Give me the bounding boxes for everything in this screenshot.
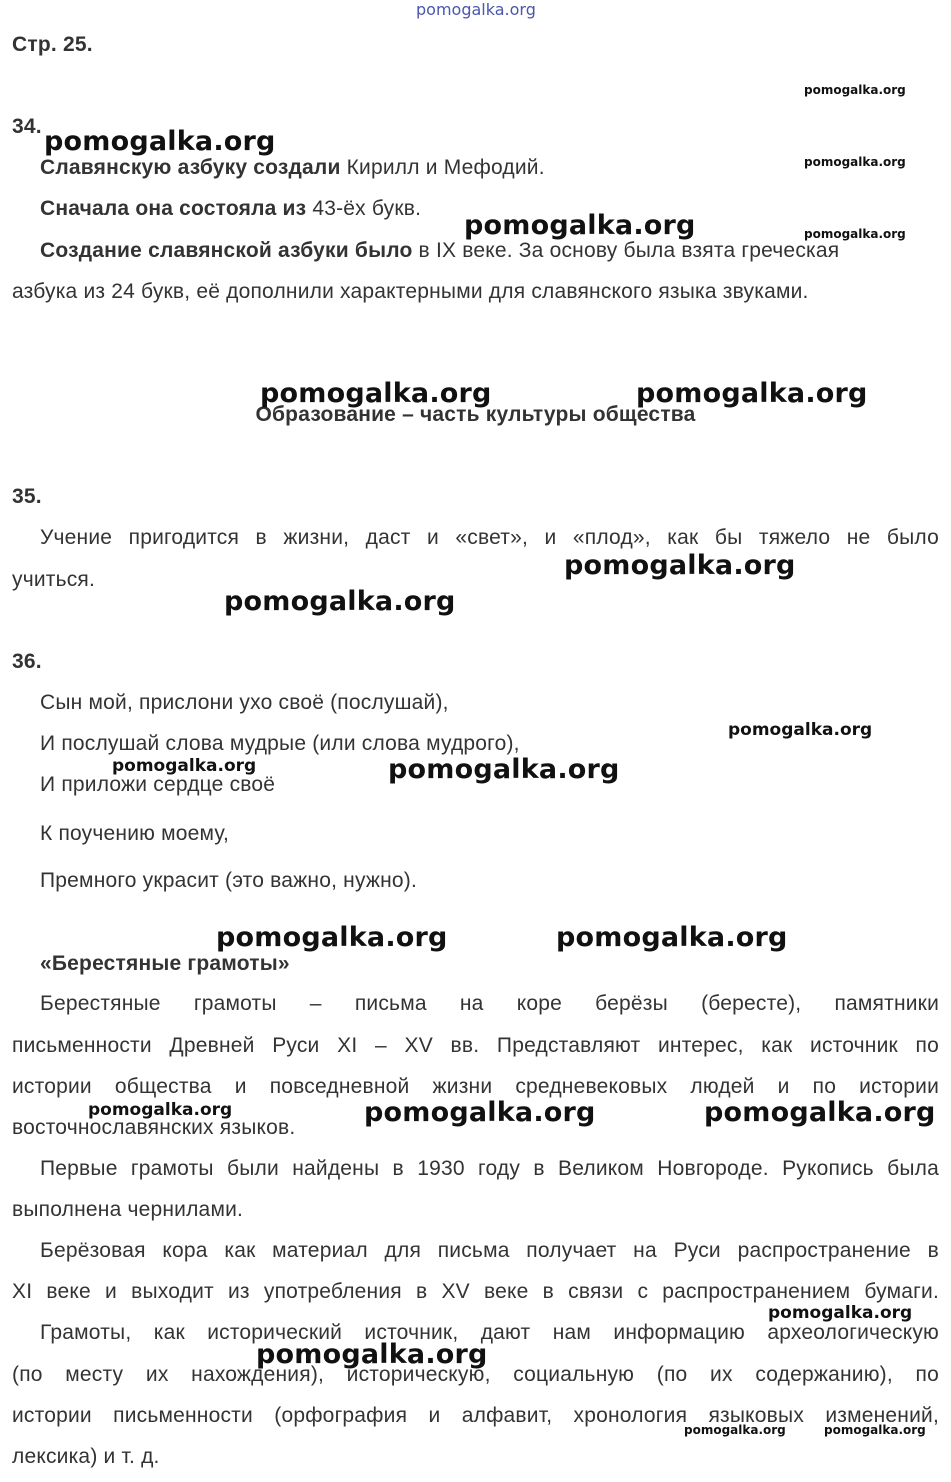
watermark: pomogalka.org <box>464 210 696 241</box>
poem-line: К поучению моему, <box>40 822 230 845</box>
watermark: pomogalka.org <box>684 1423 786 1437</box>
site-banner[interactable]: pomogalka.org <box>416 0 536 19</box>
watermark: pomogalka.org <box>388 754 620 785</box>
poem-line: Премного украсит (это важно, нужно). <box>40 869 418 892</box>
watermark: pomogalka.org <box>260 378 492 409</box>
q34-line-4: азбука из 24 букв, её дополнили характерными для славянского языка звуками. <box>12 280 809 303</box>
watermark: pomogalka.org <box>728 720 873 740</box>
watermark: pomogalka.org <box>804 155 906 169</box>
birch-line: письменности Древней Руси XI – XV вв. Представляют интерес, как источник по <box>12 1034 939 1057</box>
q35-line-1: Учение пригодится в жизни, даст и «свет», и «плод», как бы тяжело не было <box>40 526 939 549</box>
birch-line: истории письменности (орфография и алфавит, хронология языковых изменений, <box>12 1404 939 1427</box>
birch-line: восточнославянских языков. <box>12 1116 296 1139</box>
watermark: pomogalka.org <box>224 586 456 617</box>
birch-title: «Берестяные грамоты» <box>40 952 290 975</box>
watermark: pomogalka.org <box>768 1303 913 1323</box>
watermark: pomogalka.org <box>556 922 788 953</box>
q34-line-2-bold: Сначала она состояла из <box>40 197 307 220</box>
watermark: pomogalka.org <box>804 83 906 97</box>
watermark: pomogalka.org <box>88 1100 233 1120</box>
question-number-34: 34. <box>12 115 42 138</box>
watermark: pomogalka.org <box>804 227 906 241</box>
section-title: Образование – часть культуры общества <box>255 403 696 426</box>
poem-line: И послушай слова мудрые (или слова мудрого), <box>40 732 520 755</box>
birch-line: XI веке и выходит из употребления в XV веке в связи с распространением бумаги. <box>12 1280 939 1303</box>
q34-line-2-rest: 43-ёх букв. <box>306 197 422 220</box>
poem-line: И приложи сердце своё <box>40 773 276 796</box>
birch-line: (по месту их нахождения), историческую, социальную (по их содержанию), по <box>12 1363 939 1386</box>
watermark: pomogalka.org <box>824 1423 926 1437</box>
question-number-35: 35. <box>12 485 42 508</box>
page-label: Стр. 25. <box>12 33 93 56</box>
birch-line: выполнена чернилами. <box>12 1198 244 1221</box>
watermark: pomogalka.org <box>364 1097 596 1128</box>
watermark: pomogalka.org <box>704 1097 936 1128</box>
question-number-36: 36. <box>12 650 42 673</box>
birch-line: истории общества и повседневной жизни средневековых людей и по истории <box>12 1075 939 1098</box>
birch-line: лексика) и т. д. <box>12 1445 160 1468</box>
q34-line-3-bold: Создание славянской азбуки было <box>40 239 413 262</box>
watermark: pomogalka.org <box>636 378 868 409</box>
birch-line: Берёзовая кора как материал для письма получает на Руси распространение в <box>40 1239 939 1262</box>
birch-line: Первые грамоты были найдены в 1930 году в Великом Новгороде. Рукопись была <box>40 1157 939 1180</box>
birch-line: Берестяные грамоты – письма на коре берёзы (бересте), памятники <box>40 992 939 1015</box>
poem-line: Сын мой, прислони ухо своё (послушай), <box>40 691 449 714</box>
q35-line-2: учиться. <box>12 568 96 591</box>
watermark: pomogalka.org <box>216 922 448 953</box>
watermark: pomogalka.org <box>256 1339 488 1370</box>
birch-line: Грамоты, как исторический источник, дают нам информацию археологическую <box>40 1321 939 1344</box>
q34-line-1-rest: Кирилл и Мефодий. <box>340 156 545 179</box>
q34-line-3 <box>40 237 939 265</box>
watermark: pomogalka.org <box>44 126 276 157</box>
q34-line-3-rest: в IX веке. За основу была взята греческая <box>412 239 840 262</box>
watermark: pomogalka.org <box>564 550 796 581</box>
q34-line-1-bold: Славянскую азбуку создали <box>40 156 341 179</box>
watermark: pomogalka.org <box>112 756 257 776</box>
